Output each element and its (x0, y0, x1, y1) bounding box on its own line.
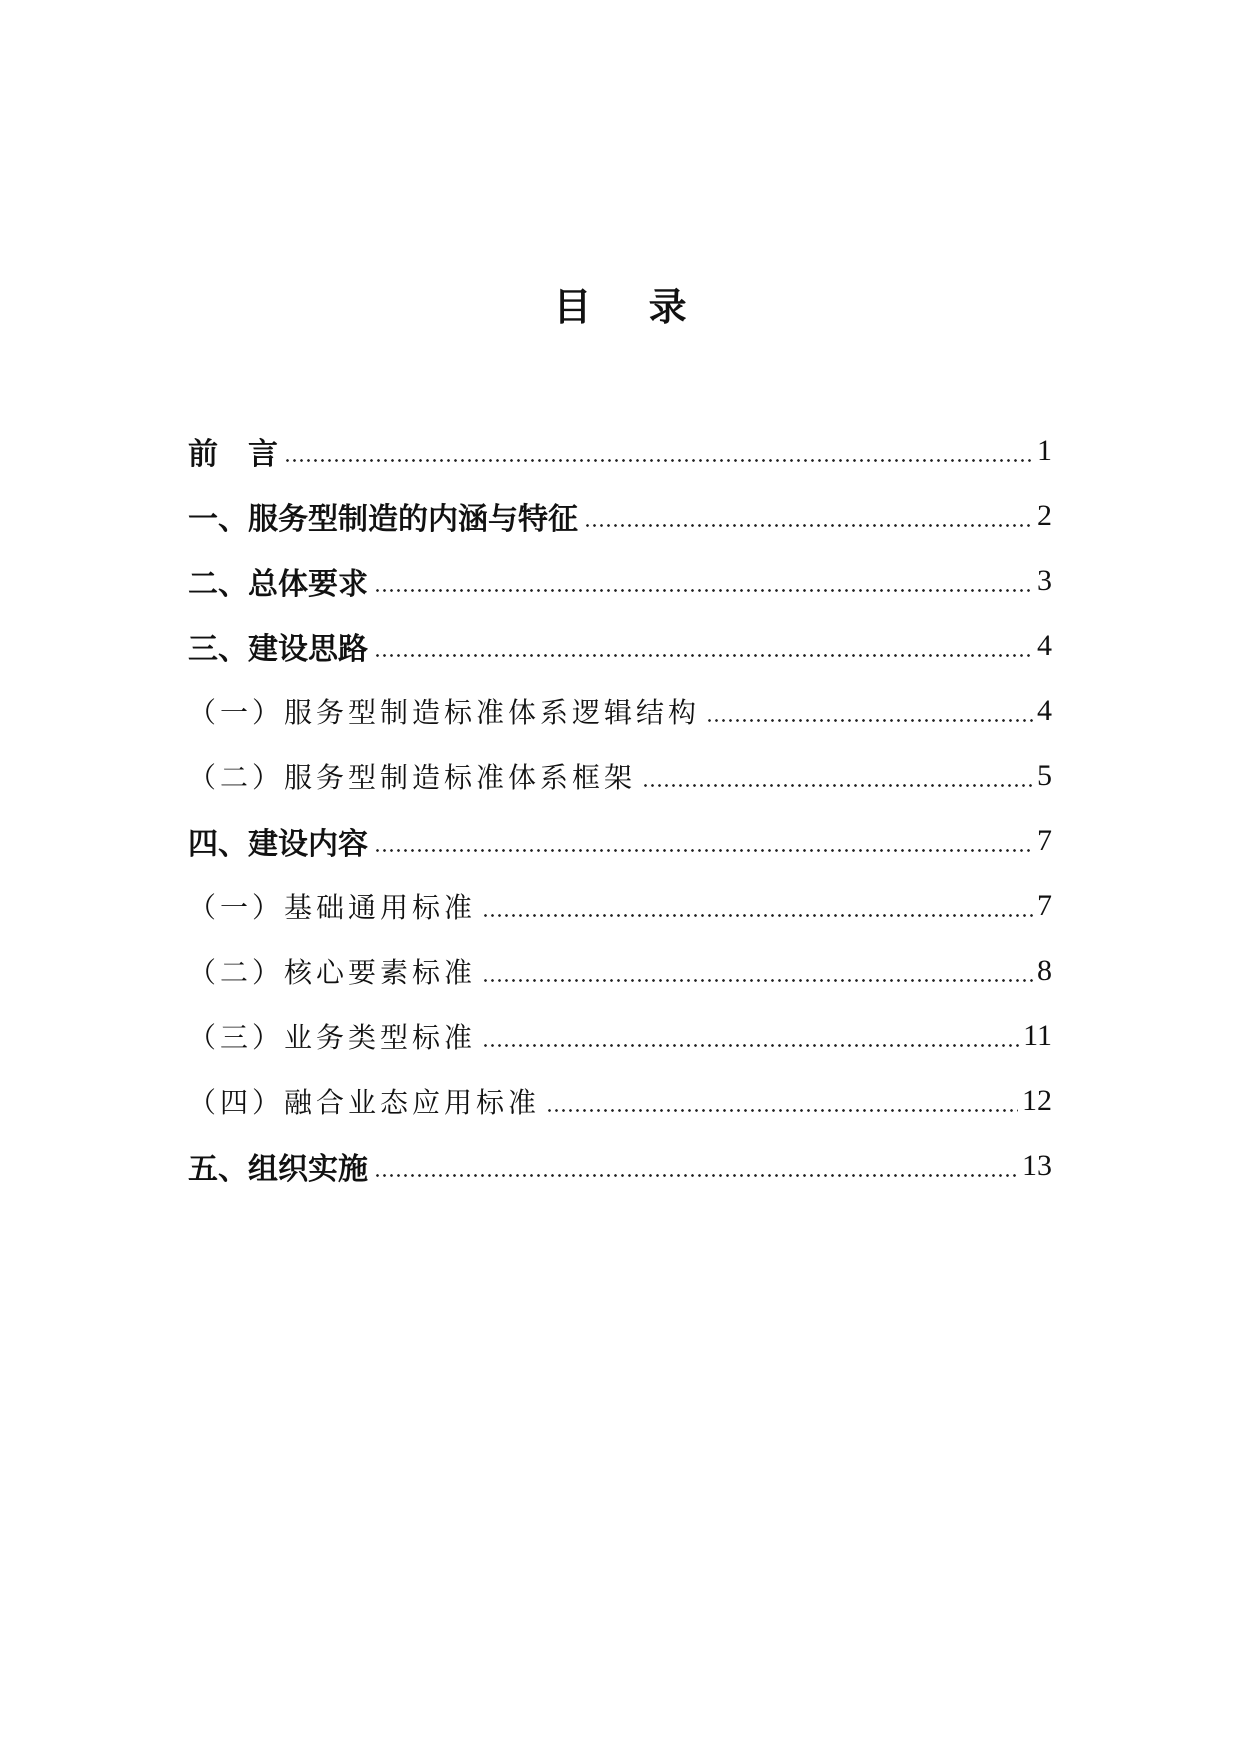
dot-leader (374, 834, 1033, 854)
toc-entry[interactable] (188, 613, 1052, 678)
toc-entry-label: 二、总体要求 (188, 566, 368, 602)
toc-entry[interactable] (188, 548, 1052, 613)
dot-leader (706, 704, 1033, 724)
dot-leader (642, 769, 1033, 789)
toc-entry-label: （二）核心要素标准 (188, 955, 477, 989)
toc-entry-label: （四）融合业态应用标准 (188, 1085, 541, 1119)
toc-entry-label: （一）基础通用标准 (188, 890, 477, 924)
toc-entry[interactable] (188, 808, 1052, 873)
toc-entry-page: 11 (1023, 1018, 1052, 1052)
dot-leader (482, 964, 1033, 984)
toc-entry-page: 5 (1037, 758, 1052, 792)
toc-entry-label: （一）服务型制造标准体系逻辑结构 (188, 695, 701, 729)
table-of-contents (188, 418, 1052, 1198)
dot-leader (374, 1159, 1018, 1179)
toc-entry-page: 2 (1037, 498, 1052, 532)
toc-subentry[interactable] (188, 743, 1052, 808)
toc-entry-page: 8 (1037, 953, 1052, 987)
dot-leader (482, 899, 1033, 919)
toc-subentry[interactable] (188, 938, 1052, 1003)
toc-entry-label: （三）业务类型标准 (188, 1020, 477, 1054)
dot-leader (546, 1094, 1018, 1114)
toc-entry-label: 三、建设思路 (188, 631, 368, 667)
toc-entry[interactable] (188, 1133, 1052, 1198)
toc-entry-page: 1 (1037, 433, 1052, 467)
toc-entry-label: （二）服务型制造标准体系框架 (188, 760, 637, 794)
toc-entry-label: 五、组织实施 (188, 1151, 368, 1187)
dot-leader (374, 639, 1033, 659)
toc-entry-page: 4 (1037, 693, 1052, 727)
toc-entry-label: 前 言 (188, 436, 278, 472)
toc-entry[interactable] (188, 418, 1052, 483)
dot-leader (374, 574, 1033, 594)
dot-leader (482, 1029, 1019, 1049)
toc-subentry[interactable] (188, 1003, 1052, 1068)
toc-entry-label: 四、建设内容 (188, 826, 368, 862)
dot-leader (284, 444, 1033, 464)
toc-entry-page: 3 (1037, 563, 1052, 597)
toc-entry-page: 12 (1022, 1083, 1052, 1117)
toc-entry-page: 4 (1037, 628, 1052, 662)
dot-leader (584, 509, 1033, 529)
toc-entry-page: 7 (1037, 888, 1052, 922)
toc-entry-page: 13 (1022, 1148, 1052, 1182)
toc-entry-label: 一、服务型制造的内涵与特征 (188, 501, 578, 537)
toc-entry-page: 7 (1037, 823, 1052, 857)
page-title: 目 录 (553, 284, 709, 329)
toc-entry[interactable] (188, 483, 1052, 548)
toc-subentry[interactable] (188, 1068, 1052, 1133)
toc-subentry[interactable] (188, 873, 1052, 938)
toc-subentry[interactable] (188, 678, 1052, 743)
